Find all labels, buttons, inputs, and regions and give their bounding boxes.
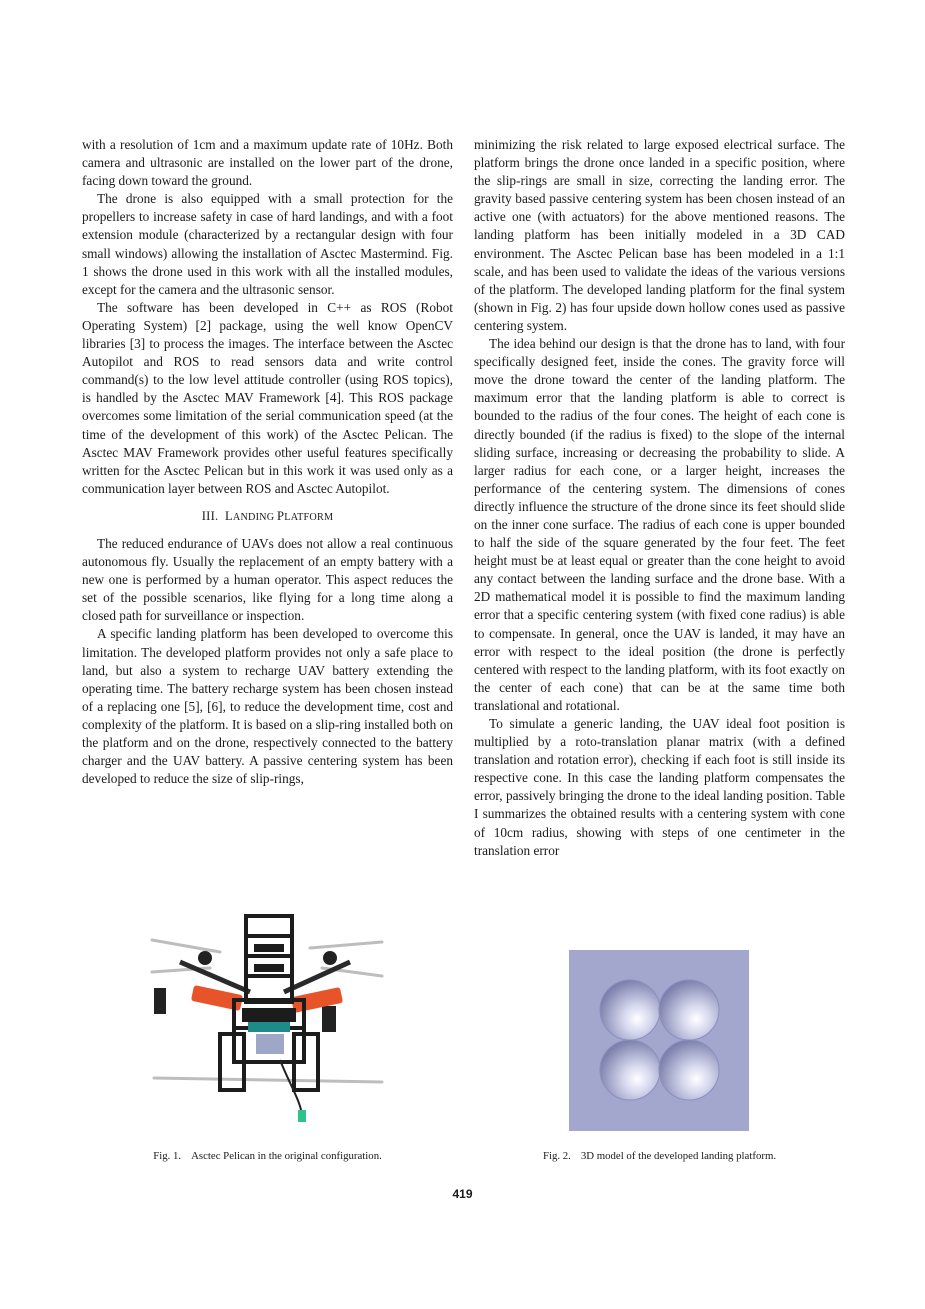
section-heading	[82, 507, 453, 527]
cone-top-left	[600, 980, 660, 1040]
page-number: 419	[452, 1187, 473, 1201]
left-paragraph-5: A specific landing platform has been developed to overcome this limitation. The developed platform provides not only a safe place to land, but also a system to recharge UAV battery extending the operating time. The battery recharge system has been chosen instead of a replacing one [5], [6], to reduce the development time, cost and complexity of the platform. It is based on a slip-ring installed both on the platform and on the drone, respectively connected to the battery charger and the UAV battery. A passive centering system has been developed to reduce the size of slip-rings,	[82, 626, 453, 787]
left-paragraph-2: The drone is also equipped with a small protection for the propellers to increase safety in case of hard landings, and with a foot extension module (characterized by a rectangular design with four small windows) allowing the installation of Asctec Mastermind. Fig. 1 shows the drone used in this work with all the installed modules, except for the camera and the ultrasonic sensor.	[82, 191, 453, 297]
right-column	[474, 136, 845, 860]
section-title-rest-2: LATFORM	[284, 511, 334, 523]
battery	[256, 1034, 284, 1054]
left-column	[82, 136, 453, 788]
platform-base	[569, 950, 749, 1131]
figure-2-caption	[474, 1150, 845, 1163]
figure-2-label: Fig. 2.	[542, 1150, 571, 1162]
figure-1-caption	[82, 1150, 453, 1163]
left-paragraph-3: The software has been developed in C++ as ROS (Robot Operating System) [2] package, using the well know OpenCV libraries [3] to process the images. The interface between the Asctec Autopilot and ROS to read sensors data and write control command(s) to the low level attitude controller (using ROS topics), is handled by the Asctec MAV Framework [4]. This ROS package overcomes some limitation of the serial communication speed (at the time of the development of this work) of the Asctec Pelican. The Asctec MAV Framework provides other useful features specifically written for the Asctec Pelican but in this work it was used only as a communication layer between ROS and Asctec Autopilot.	[82, 299, 453, 496]
cone-bottom-left	[600, 1040, 660, 1100]
figure-1-caption-text: Asctec Pelican in the original configuration.	[191, 1150, 382, 1162]
cable	[280, 1060, 302, 1115]
drone-frame	[220, 916, 318, 1090]
left-paragraph-4: The reduced endurance of UAVs does not allow a real continuous autonomous fly. Usually the replacement of an empty battery with a new one is performed by a human operator. This aspect reduces the set of the possible scenarios, like flying for a long time along a closed path for surveillance or inspection.	[82, 535, 453, 624]
right-paragraph-2: The idea behind our design is that the drone has to land, with four specifically designed feet, inside the cones. The gravity force will move the drone toward the center of the landing platform. The maximum error that the landing platform is able to correct is bounded to the radius of the four cones. The height of each cone is directly bounded (if the radius is fixed) to the slope of the internal sliding surface, increasing or decreasing the probability to slide. A larger radius for each cone, or a larger height, increases the performance of the centering system. The dimensions of cones directly influence the structure of the drone since its feet should slide on the inner cone surface. The radius of each cone is upper bounded to half the side of the square generated by the four feet. The feet height must be at least equal or greater than the cone height to avoid any contact between the landing surface and the drone base. With a 2D mathematical model it is possible to find the maximum landing error that a specific centering system (with fixed cone radius) is able to compensate. In general, once the UAV is landed, it may have an error with respect to the ideal position (the drone is perfectly centered with respect to the landing platform, with its foot exactly on the center of each cone) that can be at the same time both translational and rotational.	[474, 336, 845, 713]
cone-top-right	[659, 980, 719, 1040]
cable-connector	[298, 1110, 306, 1122]
electronics-board	[248, 1022, 290, 1032]
figure-2-platform-image	[569, 950, 749, 1131]
cone-bottom-right	[659, 1040, 719, 1100]
right-paragraph-3: To simulate a generic landing, the UAV ideal foot position is multiplied by a roto-translation planar matrix (with a defined translation and rotation error), checking if each foot is still inside its respective cone. In this case the landing platform compensates the error, passively bringing the drone to the ideal landing position. Table I summarizes the obtained results with a centering system with cone of 10cm radius, showing with steps of one centimeter in the translation error	[474, 716, 845, 858]
left-paragraph-1: with a resolution of 1cm and a maximum update rate of 10Hz. Both camera and ultrasonic are installed on the lower part of the drone, facing down toward the ground.	[82, 137, 453, 189]
figure-1-drone-image	[150, 910, 384, 1132]
section-title-initial-2: P	[277, 508, 285, 523]
section-number: III.	[201, 508, 219, 523]
right-paragraph-1: minimizing the risk related to large exposed electrical surface. The platform brings the drone once landed in a specific position, where the slip-rings are small in size, correcting the landing error. The gravity based passive centering system has been chosen instead of an active one (with actuators) for the above mentioned reasons. The landing platform has been initially modeled in a 3D CAD environment. The Asctec Pelican base has been modeled in a 1:1 scale, and has been used to validate the ideas of the various versions of the platform. The developed landing platform for the final system (shown in Fig. 2) has four upside down hollow cones used as passive centering system.	[474, 137, 845, 333]
section-title-rest-1: ANDING	[232, 511, 278, 523]
figure-2-caption-text: 3D model of the developed landing platform.	[580, 1150, 777, 1162]
figure-1-label: Fig. 1.	[153, 1150, 182, 1162]
section-title-initial-1: L	[225, 508, 233, 523]
